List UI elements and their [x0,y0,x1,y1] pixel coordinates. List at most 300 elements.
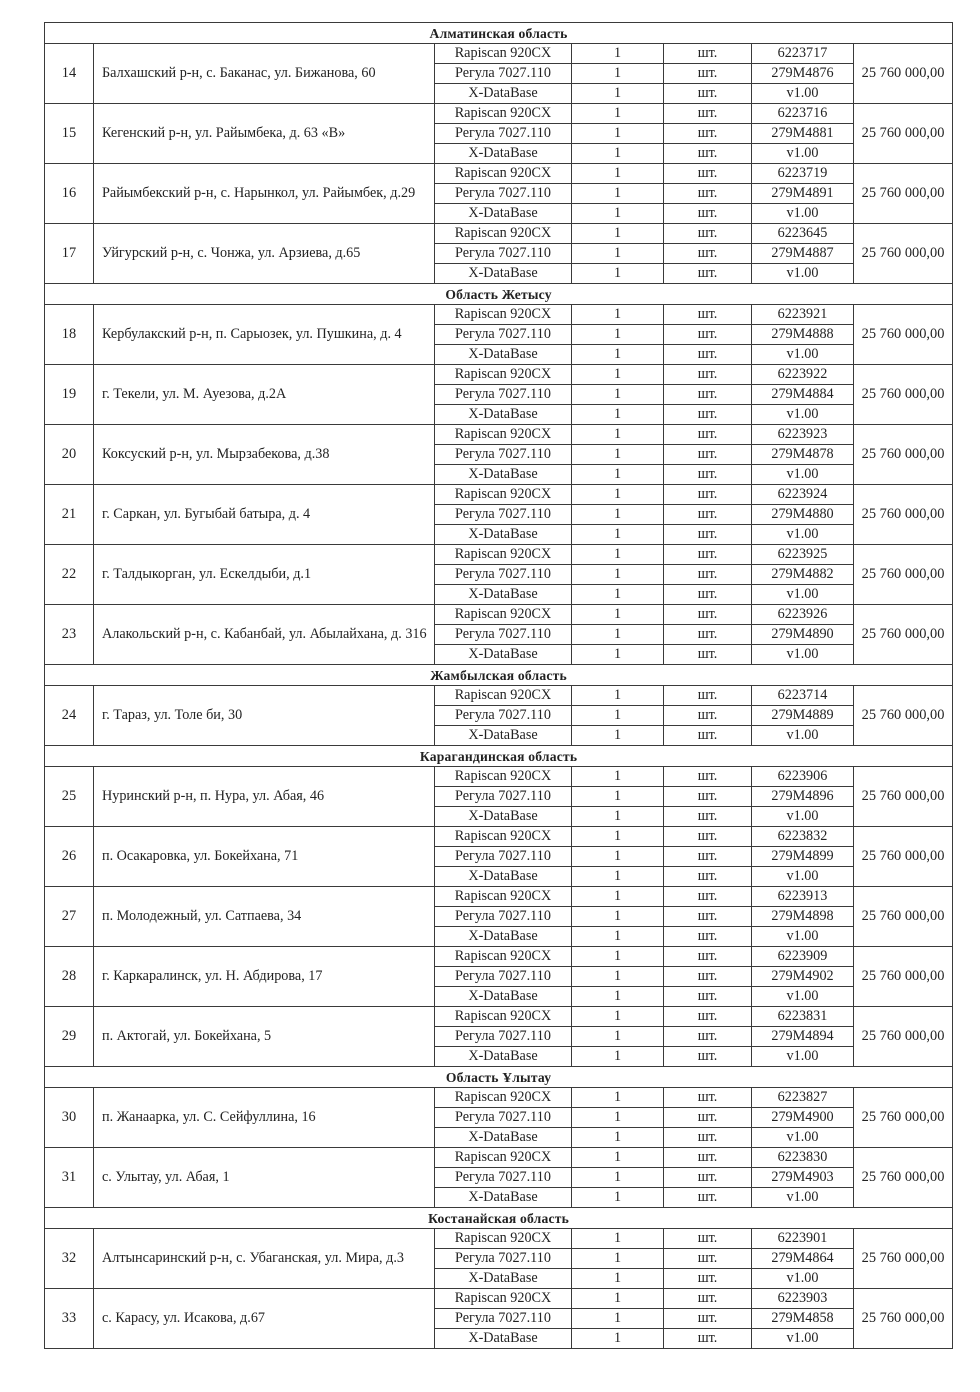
item-name: X-DataBase [435,204,572,224]
item-serial: 279M4891 [752,184,854,204]
row-address: п. Актогай, ул. Бокейхана, 5 [94,1007,435,1067]
item-serial: 279M4902 [752,967,854,987]
item-serial: v1.00 [752,264,854,284]
item-quantity: 1 [572,64,664,84]
item-serial: 6223901 [752,1229,854,1249]
row-number: 18 [45,305,94,365]
item-quantity: 1 [572,84,664,104]
item-unit: шт. [664,224,752,244]
item-unit: шт. [664,625,752,645]
item-quantity: 1 [572,445,664,465]
item-name: X-DataBase [435,84,572,104]
item-quantity: 1 [572,485,664,505]
item-unit: шт. [664,1188,752,1208]
item-quantity: 1 [572,204,664,224]
row-amount: 25 760 000,00 [854,44,953,104]
item-serial: 6223906 [752,767,854,787]
item-name: Регула 7027.110 [435,1108,572,1128]
item-serial: v1.00 [752,987,854,1007]
item-unit: шт. [664,365,752,385]
item-serial: 6223909 [752,947,854,967]
row-amount: 25 760 000,00 [854,605,953,665]
item-serial: 279M4887 [752,244,854,264]
item-name: Регула 7027.110 [435,967,572,987]
item-unit: шт. [664,325,752,345]
item-quantity: 1 [572,1229,664,1249]
row-address: с. Карасу, ул. Исакова, д.67 [94,1289,435,1349]
row-amount: 25 760 000,00 [854,224,953,284]
item-serial: 279M4880 [752,505,854,525]
item-serial: 6223913 [752,887,854,907]
item-unit: шт. [664,1249,752,1269]
item-serial: v1.00 [752,726,854,746]
row-number: 25 [45,767,94,827]
item-serial: 6223925 [752,545,854,565]
row-amount: 25 760 000,00 [854,1289,953,1349]
item-quantity: 1 [572,425,664,445]
region-header-row [45,1208,953,1229]
row-amount: 25 760 000,00 [854,545,953,605]
item-quantity: 1 [572,305,664,325]
table-row [45,887,953,907]
region-header-row [45,23,953,44]
row-number: 19 [45,365,94,425]
row-number: 33 [45,1289,94,1349]
table-row [45,827,953,847]
item-serial: 6223716 [752,104,854,124]
item-serial: 6223717 [752,44,854,64]
region-header-row [45,1067,953,1088]
row-number: 28 [45,947,94,1007]
row-amount: 25 760 000,00 [854,1229,953,1289]
item-quantity: 1 [572,164,664,184]
equipment-table-body [45,23,953,1349]
item-serial: 279M4881 [752,124,854,144]
item-unit: шт. [664,565,752,585]
item-name: Регула 7027.110 [435,787,572,807]
item-unit: шт. [664,1229,752,1249]
item-quantity: 1 [572,1329,664,1349]
row-number: 22 [45,545,94,605]
item-serial: 279M4899 [752,847,854,867]
item-name: Rapiscan 920CX [435,1007,572,1027]
item-quantity: 1 [572,405,664,425]
item-unit: шт. [664,244,752,264]
item-serial: v1.00 [752,1329,854,1349]
region-title: Карагандинская область [45,746,953,767]
item-name: X-DataBase [435,867,572,887]
item-unit: шт. [664,987,752,1007]
row-number: 17 [45,224,94,284]
item-unit: шт. [664,1148,752,1168]
item-name: Rapiscan 920CX [435,224,572,244]
row-address: г. Тараз, ул. Толе би, 30 [94,686,435,746]
item-name: Регула 7027.110 [435,184,572,204]
item-serial: 279M4876 [752,64,854,84]
item-unit: шт. [664,505,752,525]
row-number: 20 [45,425,94,485]
row-amount: 25 760 000,00 [854,947,953,1007]
row-address: Кербулакский р-н, п. Сарыозек, ул. Пушкина, д. 4 [94,305,435,365]
item-unit: шт. [664,305,752,325]
row-number: 26 [45,827,94,887]
item-serial: v1.00 [752,1188,854,1208]
item-quantity: 1 [572,767,664,787]
item-serial: 6223827 [752,1088,854,1108]
row-address: Кегенский р-н, ул. Райымбека, д. 63 «В» [94,104,435,164]
item-unit: шт. [664,787,752,807]
item-quantity: 1 [572,385,664,405]
row-number: 31 [45,1148,94,1208]
item-quantity: 1 [572,1088,664,1108]
row-amount: 25 760 000,00 [854,365,953,425]
item-name: X-DataBase [435,726,572,746]
item-name: Регула 7027.110 [435,1168,572,1188]
row-number: 16 [45,164,94,224]
item-name: Регула 7027.110 [435,1309,572,1329]
item-unit: шт. [664,726,752,746]
item-unit: шт. [664,1269,752,1289]
item-name: Регула 7027.110 [435,244,572,264]
row-address: Алакольский р-н, с. Кабанбай, ул. Абылайхана, д. 316 [94,605,435,665]
item-name: Rapiscan 920CX [435,686,572,706]
row-amount: 25 760 000,00 [854,104,953,164]
item-name: X-DataBase [435,1269,572,1289]
item-serial: v1.00 [752,807,854,827]
item-unit: шт. [664,1108,752,1128]
row-address: Алтынсаринский р-н, с. Убаганская, ул. Мира, д.3 [94,1229,435,1289]
item-name: X-DataBase [435,987,572,1007]
row-address: п. Жанаарка, ул. С. Сейфуллина, 16 [94,1088,435,1148]
item-name: X-DataBase [435,645,572,665]
item-name: Регула 7027.110 [435,907,572,927]
item-quantity: 1 [572,244,664,264]
item-name: Rapiscan 920CX [435,104,572,124]
item-unit: шт. [664,807,752,827]
item-unit: шт. [664,545,752,565]
item-serial: v1.00 [752,465,854,485]
item-name: Регула 7027.110 [435,1249,572,1269]
item-quantity: 1 [572,967,664,987]
item-name: Rapiscan 920CX [435,365,572,385]
item-unit: шт. [664,827,752,847]
item-unit: шт. [664,1289,752,1309]
item-unit: шт. [664,485,752,505]
row-amount: 25 760 000,00 [854,485,953,545]
item-quantity: 1 [572,1168,664,1188]
table-row [45,305,953,325]
table-row [45,1148,953,1168]
item-unit: шт. [664,445,752,465]
item-unit: шт. [664,204,752,224]
row-address: Коксуский р-н, ул. Мырзабекова, д.38 [94,425,435,485]
item-name: X-DataBase [435,144,572,164]
item-quantity: 1 [572,124,664,144]
item-name: X-DataBase [435,585,572,605]
table-row [45,686,953,706]
item-name: Регула 7027.110 [435,625,572,645]
table-row [45,545,953,565]
row-amount: 25 760 000,00 [854,887,953,947]
table-row [45,425,953,445]
item-name: X-DataBase [435,927,572,947]
item-name: X-DataBase [435,1329,572,1349]
item-name: Rapiscan 920CX [435,44,572,64]
row-amount: 25 760 000,00 [854,164,953,224]
item-name: Регула 7027.110 [435,706,572,726]
row-address: Балхашский р-н, с. Баканас, ул. Бижанова, 60 [94,44,435,104]
item-quantity: 1 [572,104,664,124]
item-name: X-DataBase [435,525,572,545]
item-quantity: 1 [572,686,664,706]
item-name: Rapiscan 920CX [435,164,572,184]
item-unit: шт. [664,767,752,787]
item-quantity: 1 [572,706,664,726]
item-name: Rapiscan 920CX [435,887,572,907]
region-title: Алматинская область [45,23,953,44]
item-name: X-DataBase [435,1188,572,1208]
row-amount: 25 760 000,00 [854,305,953,365]
item-quantity: 1 [572,807,664,827]
item-unit: шт. [664,867,752,887]
row-address: г. Талдыкорган, ул. Ескелдыби, д.1 [94,545,435,605]
item-unit: шт. [664,425,752,445]
item-serial: v1.00 [752,204,854,224]
row-amount: 25 760 000,00 [854,1007,953,1067]
item-name: X-DataBase [435,807,572,827]
row-number: 30 [45,1088,94,1148]
item-name: Rapiscan 920CX [435,1289,572,1309]
item-serial: 279M4858 [752,1309,854,1329]
item-unit: шт. [664,164,752,184]
item-name: Регула 7027.110 [435,1027,572,1047]
row-address: с. Улытау, ул. Абая, 1 [94,1148,435,1208]
item-serial: v1.00 [752,1128,854,1148]
item-serial: 279M4864 [752,1249,854,1269]
item-name: Регула 7027.110 [435,64,572,84]
item-serial: v1.00 [752,927,854,947]
item-quantity: 1 [572,605,664,625]
item-serial: 279M4882 [752,565,854,585]
row-number: 21 [45,485,94,545]
item-unit: шт. [664,887,752,907]
row-number: 15 [45,104,94,164]
item-unit: шт. [664,385,752,405]
table-row [45,44,953,64]
item-serial: 279M4890 [752,625,854,645]
item-quantity: 1 [572,947,664,967]
item-serial: 279M4903 [752,1168,854,1188]
item-quantity: 1 [572,365,664,385]
item-serial: v1.00 [752,1269,854,1289]
item-name: Rapiscan 920CX [435,827,572,847]
item-quantity: 1 [572,505,664,525]
item-unit: шт. [664,64,752,84]
item-name: Rapiscan 920CX [435,1088,572,1108]
row-address: г. Саркан, ул. Бугыбай батыра, д. 4 [94,485,435,545]
item-unit: шт. [664,927,752,947]
item-unit: шт. [664,124,752,144]
region-header-row [45,746,953,767]
item-name: Rapiscan 920CX [435,485,572,505]
item-serial: 6223714 [752,686,854,706]
document-page [44,22,952,1349]
table-row [45,1088,953,1108]
item-name: Регула 7027.110 [435,505,572,525]
item-serial: v1.00 [752,345,854,365]
item-unit: шт. [664,184,752,204]
item-serial: v1.00 [752,867,854,887]
item-quantity: 1 [572,1309,664,1329]
row-address: п. Молодежный, ул. Сатпаева, 34 [94,887,435,947]
item-serial: 279M4898 [752,907,854,927]
row-address: г. Каркаралинск, ул. Н. Абдирова, 17 [94,947,435,1007]
row-number: 24 [45,686,94,746]
item-quantity: 1 [572,325,664,345]
item-quantity: 1 [572,787,664,807]
item-serial: 6223719 [752,164,854,184]
item-unit: шт. [664,405,752,425]
item-unit: шт. [664,907,752,927]
item-name: X-DataBase [435,405,572,425]
item-unit: шт. [664,686,752,706]
table-row [45,1289,953,1309]
row-number: 14 [45,44,94,104]
item-quantity: 1 [572,264,664,284]
item-unit: шт. [664,345,752,365]
item-unit: шт. [664,1168,752,1188]
item-name: Rapiscan 920CX [435,1229,572,1249]
item-quantity: 1 [572,1289,664,1309]
table-row [45,605,953,625]
item-unit: шт. [664,1027,752,1047]
item-name: Rapiscan 920CX [435,425,572,445]
equipment-table [44,22,953,1349]
row-number: 32 [45,1229,94,1289]
item-serial: v1.00 [752,525,854,545]
item-unit: шт. [664,1309,752,1329]
table-row [45,947,953,967]
row-number: 27 [45,887,94,947]
item-serial: 6223926 [752,605,854,625]
item-quantity: 1 [572,645,664,665]
region-title: Жамбылская область [45,665,953,686]
row-amount: 25 760 000,00 [854,686,953,746]
item-name: X-DataBase [435,264,572,284]
item-unit: шт. [664,605,752,625]
row-address: Уйгурский р-н, с. Чонжа, ул. Арзиева, д.65 [94,224,435,284]
item-quantity: 1 [572,465,664,485]
item-name: X-DataBase [435,1128,572,1148]
table-row [45,1007,953,1027]
table-row [45,224,953,244]
row-address: Нуринский р-н, п. Нура, ул. Абая, 46 [94,767,435,827]
item-serial: 279M4884 [752,385,854,405]
item-quantity: 1 [572,1269,664,1289]
item-unit: шт. [664,1329,752,1349]
item-name: Регула 7027.110 [435,445,572,465]
item-unit: шт. [664,967,752,987]
item-quantity: 1 [572,827,664,847]
item-name: Rapiscan 920CX [435,767,572,787]
table-row [45,104,953,124]
item-serial: v1.00 [752,1047,854,1067]
item-serial: 279M4878 [752,445,854,465]
item-quantity: 1 [572,625,664,645]
item-quantity: 1 [572,847,664,867]
item-unit: шт. [664,44,752,64]
item-unit: шт. [664,1088,752,1108]
item-serial: 6223831 [752,1007,854,1027]
row-amount: 25 760 000,00 [854,425,953,485]
item-name: Rapiscan 920CX [435,305,572,325]
item-quantity: 1 [572,867,664,887]
item-name: X-DataBase [435,1047,572,1067]
item-quantity: 1 [572,224,664,244]
region-title: Область Жетысу [45,284,953,305]
row-number: 29 [45,1007,94,1067]
item-serial: 6223645 [752,224,854,244]
item-quantity: 1 [572,585,664,605]
row-amount: 25 760 000,00 [854,767,953,827]
item-quantity: 1 [572,525,664,545]
item-quantity: 1 [572,1108,664,1128]
item-serial: 279M4896 [752,787,854,807]
table-row [45,365,953,385]
table-row [45,1229,953,1249]
item-serial: 6223921 [752,305,854,325]
item-name: Регула 7027.110 [435,385,572,405]
row-address: Райымбекский р-н, с. Нарынкол, ул. Райымбек, д.29 [94,164,435,224]
item-quantity: 1 [572,887,664,907]
item-serial: 6223923 [752,425,854,445]
table-row [45,164,953,184]
row-address: г. Текели, ул. М. Ауезова, д.2А [94,365,435,425]
item-name: Регула 7027.110 [435,847,572,867]
item-serial: 6223924 [752,485,854,505]
table-row [45,767,953,787]
item-name: Rapiscan 920CX [435,605,572,625]
item-quantity: 1 [572,44,664,64]
item-quantity: 1 [572,1148,664,1168]
item-quantity: 1 [572,1188,664,1208]
item-serial: v1.00 [752,144,854,164]
region-title: Костанайская область [45,1208,953,1229]
item-serial: 279M4888 [752,325,854,345]
item-unit: шт. [664,525,752,545]
item-unit: шт. [664,847,752,867]
item-unit: шт. [664,465,752,485]
item-unit: шт. [664,645,752,665]
region-header-row [45,665,953,686]
item-name: Rapiscan 920CX [435,545,572,565]
item-unit: шт. [664,706,752,726]
item-serial: v1.00 [752,585,854,605]
item-name: X-DataBase [435,465,572,485]
table-row [45,485,953,505]
item-name: Регула 7027.110 [435,325,572,345]
item-serial: 6223832 [752,827,854,847]
row-address: п. Осакаровка, ул. Бокейхана, 71 [94,827,435,887]
item-serial: v1.00 [752,405,854,425]
item-serial: 6223903 [752,1289,854,1309]
item-unit: шт. [664,1007,752,1027]
item-name: Регула 7027.110 [435,565,572,585]
item-name: Rapiscan 920CX [435,1148,572,1168]
item-quantity: 1 [572,1128,664,1148]
item-unit: шт. [664,84,752,104]
item-serial: v1.00 [752,84,854,104]
